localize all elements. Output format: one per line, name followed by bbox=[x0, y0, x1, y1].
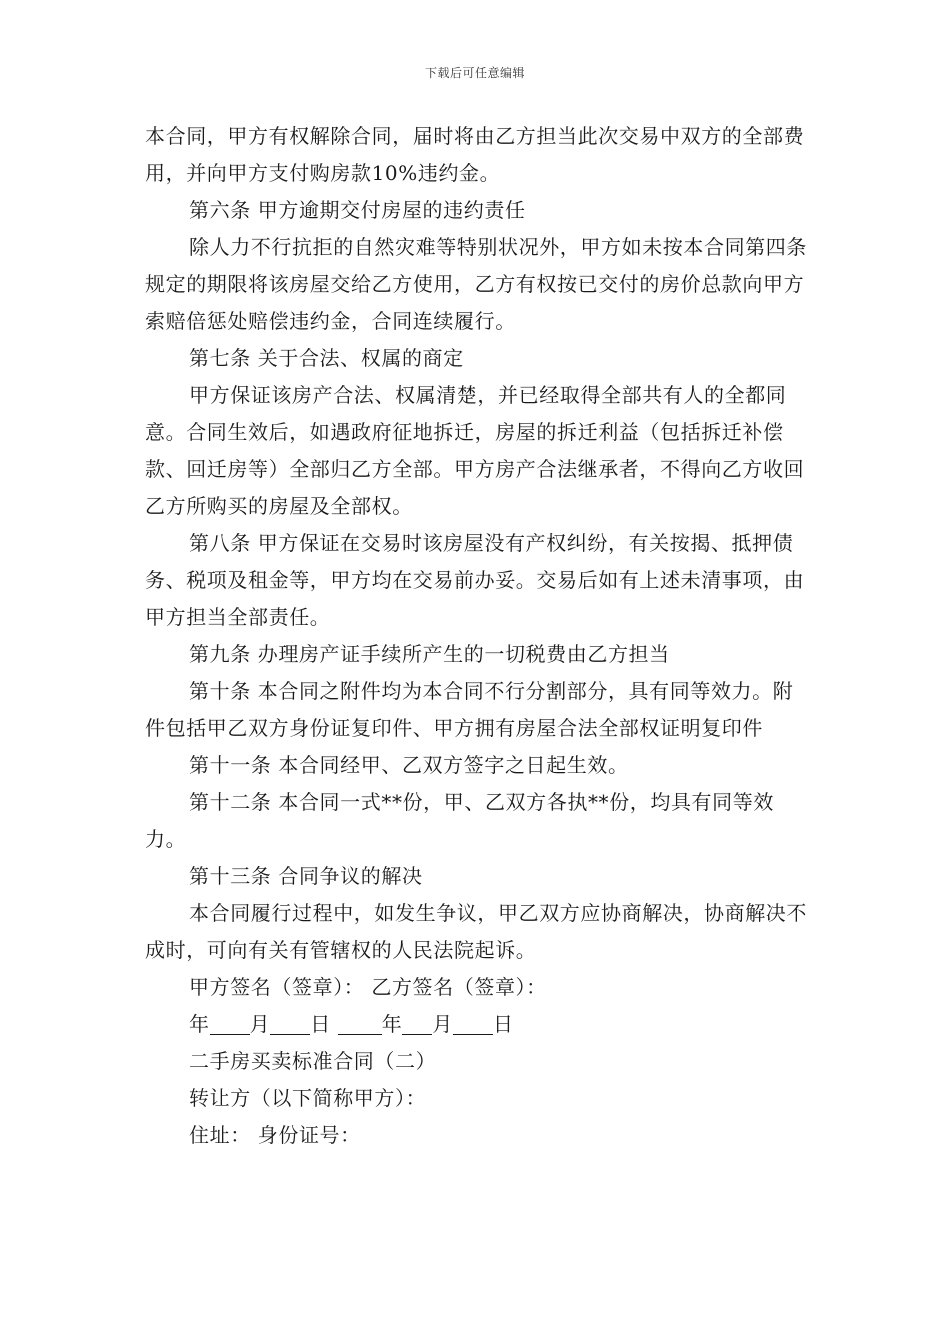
date-line bbox=[145, 1006, 810, 1043]
article-6-title: 第六条 甲方逾期交付房屋的违约责任 bbox=[189, 198, 526, 222]
date-year-1: 年 bbox=[189, 1012, 210, 1036]
article-11: 第十一条 本合同经甲、乙双方签字之日起生效。 bbox=[189, 753, 629, 777]
article-13-title: 第十三条 合同争议的解决 bbox=[189, 864, 423, 888]
page-header: 下载后可任意编辑 bbox=[424, 66, 525, 80]
document-body bbox=[145, 118, 810, 1154]
article-12: 第十二条 本合同一式**份，甲、乙双方各执**份，均具有同等效力。 bbox=[145, 790, 774, 851]
article-13-body: 本合同履行过程中，如发生争议，甲乙双方应协商解决，协商解决不成时，可向有关有管辖权的人民法院起诉。 bbox=[145, 901, 807, 962]
article-10: 第十条 本合同之附件均为本合同不行分割部分，具有同等效力。附件包括甲乙双方身份证复印件、甲方拥有房屋合法全部权证明复印件 bbox=[145, 679, 794, 740]
date-month-2: 月 bbox=[432, 1012, 454, 1036]
contract-2-title: 二手房买卖标准合同（二） bbox=[189, 1049, 437, 1073]
blank-year-2 bbox=[338, 1012, 382, 1035]
article-8: 第八条 甲方保证在交易时该房屋没有产权纠纷，有关按揭、抵押债务、税项及租金等，甲方均在交易前办妥。交易后如有上述未清事项，由甲方担当全部责任。 bbox=[145, 531, 805, 629]
blank-month-2 bbox=[402, 1012, 432, 1035]
address-id-line: 住址： 身份证号： bbox=[189, 1123, 361, 1147]
article-6-body: 除人力不行抗拒的自然灾难等特别状况外，甲方如未按本合同第四条规定的期限将该房屋交给乙方使用，乙方有权按已交付的房价总款向甲方索赔倍惩处赔偿违约金，合同连续履行。 bbox=[145, 235, 807, 333]
transferor-line: 转让方（以下简称甲方）： bbox=[189, 1086, 427, 1110]
paragraph-continuation: 本合同，甲方有权解除合同，届时将由乙方担当此次交易中双方的全部费用，并向甲方支付购房款10%违约金。 bbox=[145, 124, 805, 185]
blank-day-2 bbox=[453, 1012, 493, 1035]
date-day-1: 日 bbox=[310, 1012, 331, 1036]
article-7-body: 甲方保证该房产合法、权属清楚，并已经取得全部共有人的全都同意。合同生效后，如遇政府征地拆迁，房屋的拆迁利益（包括拆迁补偿款、回迁房等）全部归乙方全部。甲方房产合法继承者，不得向乙方收回乙方所购买的房屋及全部权。 bbox=[145, 383, 805, 518]
date-day-2: 日 bbox=[493, 1012, 514, 1036]
date-month-1: 月 bbox=[249, 1012, 271, 1036]
article-9: 第九条 办理房产证手续所产生的一切税费由乙方担当 bbox=[189, 642, 670, 666]
signature-line: 甲方签名（签章）： 乙方签名（签章）： bbox=[189, 975, 547, 999]
date-year-2: 年 bbox=[381, 1012, 403, 1036]
blank-month-1 bbox=[210, 1012, 250, 1035]
blank-day-1 bbox=[270, 1012, 310, 1035]
article-7-title: 第七条 关于合法、权属的商定 bbox=[189, 346, 464, 370]
